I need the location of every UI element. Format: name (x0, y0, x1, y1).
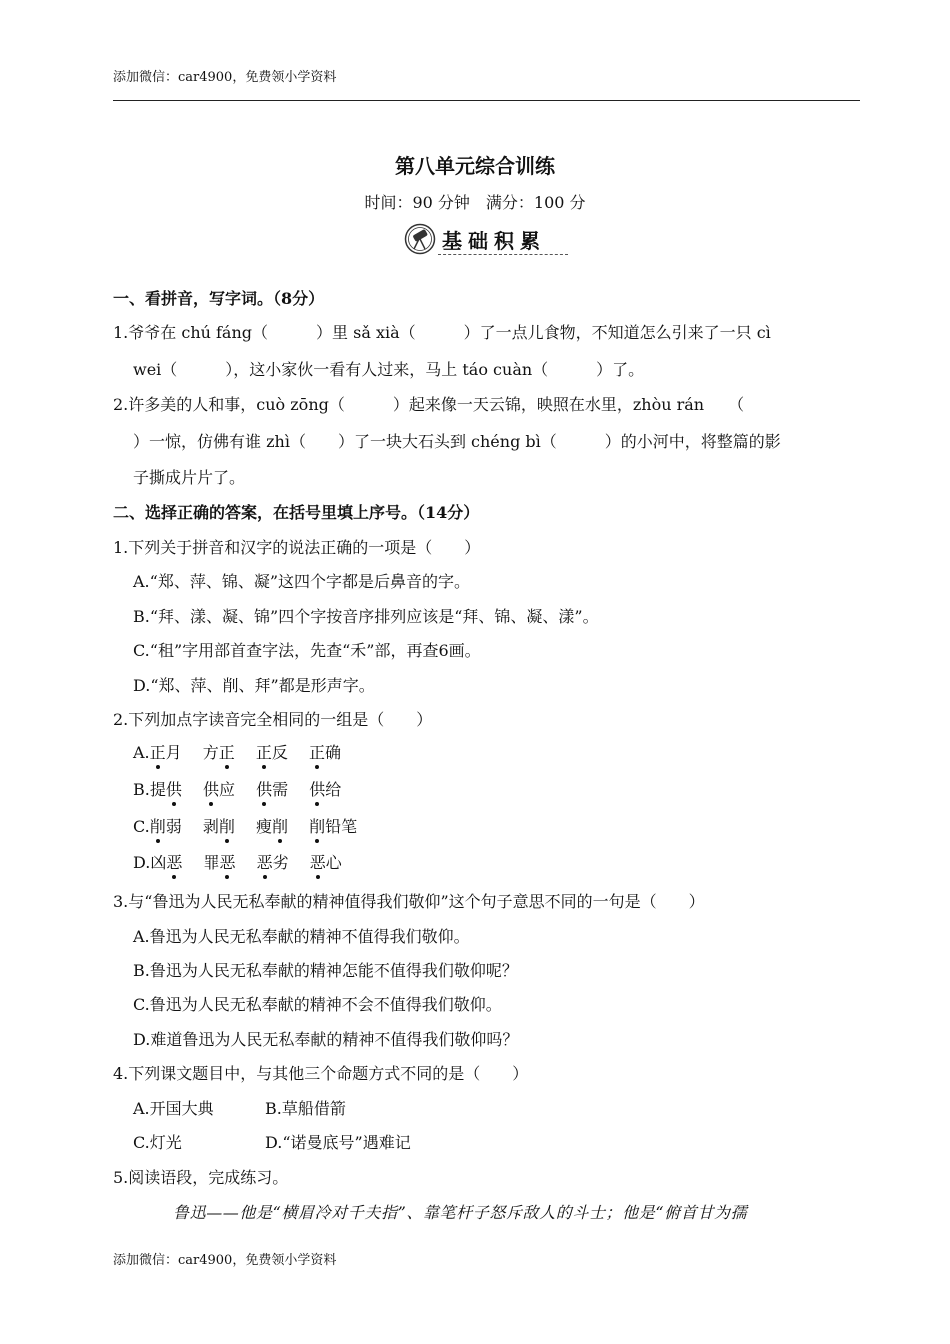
q3-option-b: B.鲁迅为人民无私奉献的精神怎能不值得我们敬仰呢？ (133, 961, 518, 980)
q2-row-label: A. (133, 743, 150, 762)
telescope-icon (404, 223, 436, 255)
q5-passage: 鲁迅——他是“横眉冷对千夫指”、靠笔杆子怒斥敌人的斗士；他是“俯首甘为孺 (173, 1203, 748, 1222)
q2-word: 正确 (309, 743, 341, 762)
q1-option-b: B.“拜、漾、凝、锦”四个字按音序排列应该是“拜、锦、凝、漾”。 (133, 607, 599, 626)
q3-option-d: D.难道鲁迅为人民无私奉献的精神不值得我们敬仰吗？ (133, 1030, 519, 1049)
q2-word: 罪恶 (203, 853, 235, 872)
pinyin-line-5: 子撕成片片了。 (133, 468, 246, 487)
q1-option-d: D.“郑、萍、削、拜”都是形声字。 (133, 676, 375, 695)
dotted-char: 正 (256, 740, 272, 763)
q4-option-a: A.开国大典 (133, 1099, 214, 1118)
dotted-char: 削 (219, 814, 235, 837)
q2-row-c (133, 814, 357, 837)
q2-row-label: D. (133, 853, 151, 872)
dotted-char: 供 (203, 777, 219, 800)
dotted-char: 供 (166, 777, 182, 800)
q1-option-c: C.“租”字用部首查字法，先查“禾”部，再查6画。 (133, 641, 481, 660)
q2-row-b (133, 777, 341, 800)
dotted-char: 削 (272, 814, 288, 837)
q3-option-a: A.鲁迅为人民无私奉献的精神不值得我们敬仰。 (133, 927, 470, 946)
dotted-char: 恶 (166, 850, 182, 873)
q2-word: 供应 (203, 780, 235, 799)
dotted-char: 供 (309, 777, 325, 800)
badge-underline (438, 254, 568, 255)
q2-word: 方正 (203, 743, 235, 762)
q2-word: 凶恶 (150, 853, 182, 872)
page-subtitle: 时间：90 分钟 满分：100 分 (364, 193, 586, 212)
section1-heading: 一、看拼音，写字词。（8分） (113, 289, 325, 308)
q4-option-d: D.“诺曼底号”遇难记 (265, 1133, 411, 1152)
pinyin-line-2: wei（ ），这小家伙一看有人过来，马上 táo cuàn（ ）了。 (133, 360, 645, 379)
header-divider (113, 100, 860, 101)
footer-text: 添加微信：car4900，免费领小学资料 (113, 1253, 337, 1268)
q2-word: 削铅笔 (309, 817, 357, 836)
q2-stem: 2.下列加点字读音完全相同的一组是（ ） (113, 710, 433, 729)
q2-word: 恶劣 (257, 853, 289, 872)
q2-word: 恶心 (310, 853, 342, 872)
q3-option-c: C.鲁迅为人民无私奉献的精神不会不值得我们敬仰。 (133, 995, 502, 1014)
section-badge (404, 222, 568, 256)
q2-word: 供给 (309, 780, 341, 799)
q2-word: 正反 (256, 743, 288, 762)
dotted-char: 正 (309, 740, 325, 763)
dotted-char: 削 (309, 814, 325, 837)
q2-word: 剥削 (203, 817, 235, 836)
q2-row-d (133, 850, 342, 873)
pinyin-line-3: 2.许多美的人和事，cuò zōng（ ）起来像一天云锦，映照在水里，zhòu rán （ (113, 395, 745, 414)
badge-label: 基础积累 (442, 229, 546, 253)
dotted-char: 正 (150, 740, 166, 763)
q5-stem: 5.阅读语段，完成练习。 (113, 1168, 289, 1187)
dotted-char: 正 (219, 740, 235, 763)
q2-word: 供需 (256, 780, 288, 799)
dotted-char: 供 (256, 777, 272, 800)
q1-option-a: A.“郑、萍、锦、凝”这四个字都是后鼻音的字。 (133, 572, 471, 591)
q1-stem: 1.下列关于拼音和汉字的说法正确的一项是（ ） (113, 538, 481, 557)
pinyin-line-4: ）一惊，仿佛有谁 zhì（ ）了一块大石头到 chéng bì（ ）的小河中，将整篇的影 (133, 432, 781, 451)
dotted-char: 削 (150, 814, 166, 837)
q2-word: 瘦削 (256, 817, 288, 836)
dotted-char: 恶 (219, 850, 235, 873)
q2-row-a (133, 740, 341, 763)
q2-word: 削弱 (150, 817, 182, 836)
pinyin-line-1: 1.爷爷在 chú fáng（ ）里 sǎ xià（ ）了一点儿食物，不知道怎么引来了一只 cì (113, 323, 771, 342)
dotted-char: 恶 (257, 850, 273, 873)
q4-option-b: B.草船借箭 (265, 1099, 346, 1118)
q4-option-c: C.灯光 (133, 1133, 182, 1152)
q4-stem: 4.下列课文题目中，与其他三个命题方式不同的是（ ） (113, 1064, 529, 1083)
q2-word: 提供 (150, 780, 182, 799)
page-title: 第八单元综合训练 (395, 154, 555, 178)
q2-row-label: B. (133, 780, 150, 799)
header-text: 添加微信：car4900，免费领小学资料 (113, 70, 337, 85)
q3-stem: 3.与“鲁迅为人民无私奉献的精神值得我们敬仰”这个句子意思不同的一句是（ ） (113, 892, 705, 911)
q2-row-label: C. (133, 817, 150, 836)
section2-heading: 二、选择正确的答案，在括号里填上序号。（14分） (113, 503, 480, 522)
dotted-char: 恶 (310, 850, 326, 873)
q2-word: 正月 (150, 743, 182, 762)
